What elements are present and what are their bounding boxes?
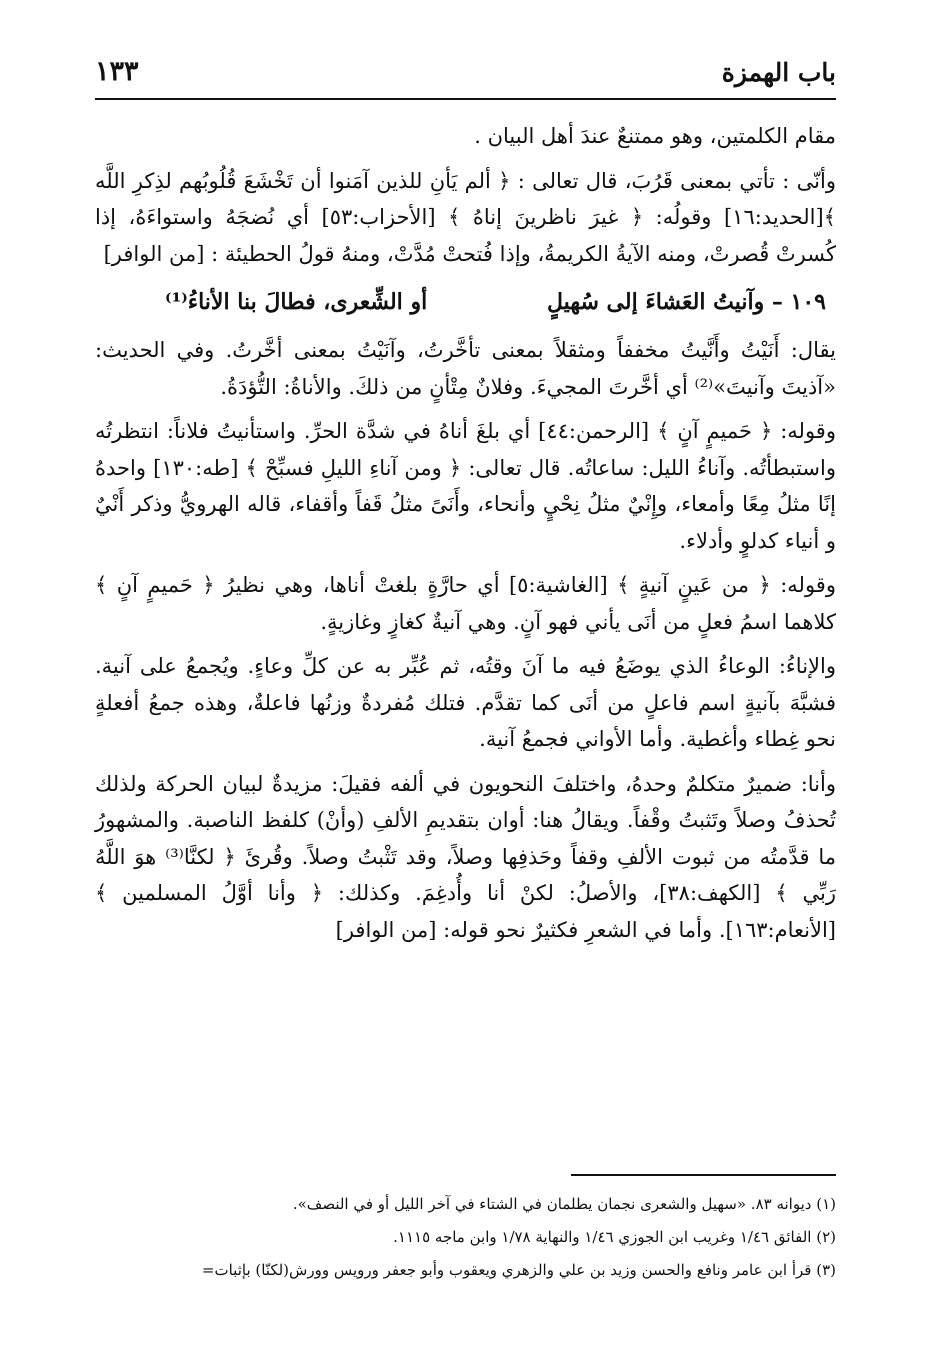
paragraph: يقال: أَنَيْتُ وأَنَّيتُ مخففاً ومثقلاً بمعنى تأخَّرتُ، وآنَيْتُ بمعنى أخَّرتُ. وفي الحديث: «آذيتَ وآنيتَ»⁽²⁾ أي أخَّرتَ المجيءَ. وفلانٌ مِتْأنٍ من ذلكَ. والأناةُ: التُّؤدَةُ. [95, 338, 836, 399]
page-number: ١٣٣ [95, 56, 139, 87]
footnotes [95, 1188, 836, 1287]
paragraph: وقوله: ﴿ من عَينٍ آنيةٍ ﴾ [الغاشية:٥] أي حارَّةٍ بلغتْ أناها، وهي نظيرُ ﴿ حَميمٍ آنٍ ﴾ كلاهما اسمُ فعلٍ من أنَى يأني فهو آنٍ. وهي آنيةٌ كغازٍ وغازيةٍ. [95, 573, 836, 634]
footnote: (٣) قرأ ابن عامر ونافع والحسن وزيد بن علي والزهري ويعقوب وأبو جعفر ورويس وورش(لكنّا) بإثبات= [201, 1261, 836, 1279]
paragraph: وقوله: ﴿ حَميمٍ آنٍ ﴾ [الرحمن:٤٤] أي بلغَ أناهُ في شدَّة الحرِّ. واستأنيتُ فلاناً: انتظرتُه واستبطأتُه. وآناءُ الليل: ساعاتُه. قال تعالى: ﴿ ومن آناءِ الليلِ فسبِّحْ ﴾ [طه:١٣٠] واحدهُ إنًا مثلُ مِعًا وأمعاء، وإِنْيٌ مثلُ نِحْيٍ وأنحاء، وأَنَىً مثلُ قَفاً وأقفاء، قاله الهرويُّ وذكر أَنْيٌ و أنياء كدلوٍ وأدلاء. [95, 419, 836, 553]
paragraph: مقام الكلمتين، وهو ممتنعٌ عندَ أهل البيان . [474, 124, 836, 148]
footnote: (٢) الفائق ١/٤٦ وغريب ابن الجوزي ١/٤٦ والنهاية ١/٧٨ وابن ماجه ١١١٥. [393, 1228, 836, 1246]
main-text [95, 118, 836, 1263]
paragraph: والإناءُ: الوعاءُ الذي يوضَعُ فيه ما آنَ وقتُه، ثم عُبِّر به عن كلِّ وعاءٍ. ويُجمعُ على آنية. فشبَّهَ بآنيةٍ اسم فاعلٍ من أنَى كما تقدَّم. فتلك مُفردةٌ وزنُها فاعلةٌ، وهذه جمعُ أفعلةٍ نحو غِطاء وأغطية. وأما الأواني فجمعُ آنية. [95, 654, 836, 751]
footnote: (١) ديوانه ٨٣. «سهيل والشعرى نجمان يطلمان في الشتاء في آخر الليل أو في النصف». [292, 1195, 836, 1213]
poetry-verse [165, 282, 826, 322]
footnote-divider [571, 1174, 836, 1176]
paragraph: وأنا: ضميرٌ متكلمٌ وحدهُ، واختلفَ النحويون في ألفه فقيلَ: مزيدةٌ لبيان الحركة ولذلك تُحذفُ وصلاً وتَثبتُ وقْفاً. ويقالُ هنا: أوان بتقديمِ الألفِ (وأنْ) كلفظ الناصبة. والمشهورُ ما قدَّمتُه من ثبوت الألفِ وقفاً وحَذفِها وصلاً، وقد تَثْبتُ وصلاً. وقُرئَ ﴿ لكنَّا⁽³⁾ هوَ اللَّهُ رَبِّي ﴾ [الكهف:٣٨]، والأصلُ: لكنْ أنا وأُدغِمَ. وكذلك: ﴿ وأنا أوَّلُ المسلمين ﴾ [الأنعام:١٦٣]. وأما في الشعرِ فكثيرٌ نحو قوله: [من الوافر] [95, 771, 837, 942]
verse-first-hemistich: ١٠٩ – وآنيتُ العَشاءَ إلى سُهيلٍ [547, 289, 826, 315]
verse-second-hemistich: أو الشِّعرى، فطالَ بنا الأناءُ⁽¹⁾ [165, 289, 428, 315]
running-header [95, 52, 836, 100]
paragraph: وأنّى : تأتي بمعنى قَرُبَ، قال تعالى : ﴿ ألم يَأنِ للذين آمَنوا أن تَخْشَعَ قُلُوبُهم لذِكرِ اللَّه ﴾[الحديد:١٦] وقولُه: ﴿ غيرَ ناظرينَ إناهُ ﴾ [الأحزاب:٥٣] أي نُضجَهُ واستواءَهُ، إذا كُسرتْ قُصرتْ، ومنه الآيةُ الكريمةُ، وإذا فُتحتْ مُدَّتْ، ومنهُ قولُ الحطيئة : [من الوافر] [95, 168, 836, 266]
chapter-title: باب الهمزة [721, 58, 836, 87]
